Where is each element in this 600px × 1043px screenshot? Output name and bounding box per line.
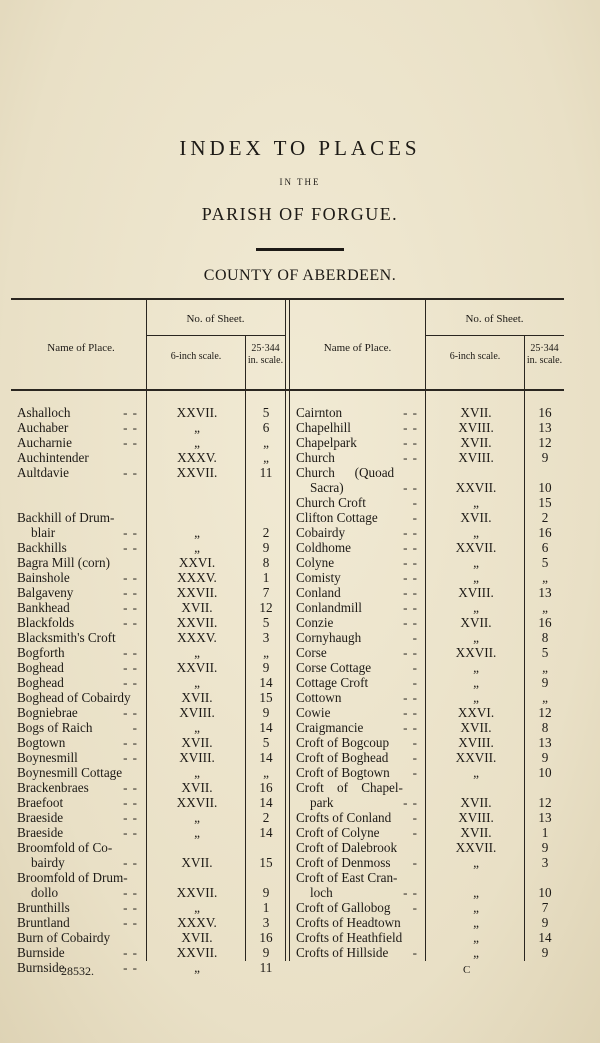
large-scale-sheet: 14 xyxy=(259,750,273,765)
large-scale-sheet: 9 xyxy=(262,540,270,555)
place-name: Cottown xyxy=(296,690,342,705)
leader-dashes: - - xyxy=(403,705,418,720)
six-inch-sheet: „ xyxy=(473,915,479,930)
six-inch-sheet: XXVI. xyxy=(457,705,495,720)
leader-dashes: - - xyxy=(123,855,138,870)
six-inch-sheet: „ xyxy=(194,525,200,540)
large-scale-sheet: 13 xyxy=(538,420,552,435)
place-name: Blackfolds xyxy=(17,615,75,630)
place-name: Corse Cottage xyxy=(296,660,372,675)
place-name: Bogtown xyxy=(17,735,66,750)
large-scale-sheet: 9 xyxy=(262,705,270,720)
six-inch-sheet: XVII. xyxy=(181,855,213,870)
large-scale-sheet: 12 xyxy=(259,600,273,615)
place-name: Burnside xyxy=(17,960,65,975)
place-name: Chapelhill xyxy=(296,420,351,435)
place-name: Boynesmill xyxy=(17,750,78,765)
six-inch-sheet: XXVII. xyxy=(176,795,218,810)
six-inch-sheet: „ xyxy=(473,930,479,945)
large-scale-sheet: 14 xyxy=(259,720,273,735)
place-name: Burnside xyxy=(17,945,65,960)
leader-dashes: - - xyxy=(123,675,138,690)
large-scale-sheet: 8 xyxy=(541,720,549,735)
large-scale-sheet: 14 xyxy=(259,795,273,810)
col-divider xyxy=(245,335,246,961)
large-scale-sheet: 2 xyxy=(262,810,270,825)
place-name: Auchaber xyxy=(17,420,69,435)
large-scale-sheet: 2 xyxy=(262,525,270,540)
leader-dashes: - - xyxy=(123,960,138,975)
place-name: Boghead xyxy=(17,675,64,690)
place-name: Brunthills xyxy=(17,900,70,915)
leader-dashes: - - xyxy=(123,885,138,900)
leader-dashes: - - xyxy=(123,615,138,630)
leader-dashes: - - xyxy=(123,405,138,420)
six-inch-sheet: „ xyxy=(194,810,200,825)
six-inch-sheet: XXVII. xyxy=(455,645,497,660)
six-inch-sheet: XVII. xyxy=(181,930,213,945)
place-name: Balgaveny xyxy=(17,585,74,600)
place-name: Crofts of Heathfield xyxy=(296,930,403,945)
parish-heading: PARISH OF FORGUE. xyxy=(201,204,399,224)
leader-dashes: - xyxy=(412,825,418,840)
table-top-rule xyxy=(11,298,564,300)
six-inch-sheet: „ xyxy=(194,720,200,735)
place-name: Church xyxy=(296,450,335,465)
leader-dashes: - - xyxy=(123,780,138,795)
six-inch-sheet: „ xyxy=(473,855,479,870)
place-name: Blacksmith's Croft xyxy=(17,630,116,645)
place-name: Bainshole xyxy=(17,570,70,585)
large-scale-sheet: „ xyxy=(542,570,548,585)
large-scale-sheet: „ xyxy=(542,690,548,705)
leader-dashes: - - xyxy=(403,405,418,420)
six-inch-sheet: XVII. xyxy=(181,600,213,615)
leader-dashes: - xyxy=(412,495,418,510)
page-title: INDEX TO PLACES xyxy=(179,136,421,160)
large-scale-sheet: 9 xyxy=(541,675,549,690)
six-inch-sheet: „ xyxy=(194,960,200,975)
place-name: Braeside xyxy=(17,810,64,825)
leader-dashes: - xyxy=(412,900,418,915)
large-scale-sheet: 9 xyxy=(541,915,549,930)
place-name: Broomfold of Co- xyxy=(17,840,113,855)
place-name: Cairnton xyxy=(296,405,343,420)
six-inch-sheet: XXVII. xyxy=(176,405,218,420)
leader-dashes: - - xyxy=(403,645,418,660)
title-rule xyxy=(256,248,344,251)
large-scale-sheet: „ xyxy=(542,660,548,675)
six-inch-sheet: XVII. xyxy=(181,780,213,795)
place-name: Conzie xyxy=(296,615,334,630)
place-name: Cowie xyxy=(296,705,331,720)
leader-dashes: - xyxy=(412,510,418,525)
sheet-subheader-rule-right xyxy=(425,335,564,336)
leader-dashes: - xyxy=(412,630,418,645)
leader-dashes: - - xyxy=(123,435,138,450)
leader-dashes: - - xyxy=(123,465,138,480)
six-inch-sheet: XXVII. xyxy=(176,615,218,630)
six-inch-sheet: XXXV. xyxy=(177,630,217,645)
col-divider xyxy=(524,335,525,961)
leader-dashes: - - xyxy=(403,720,418,735)
large-scale-sheet: 10 xyxy=(538,765,552,780)
six-inch-sheet: XXXV. xyxy=(177,570,217,585)
large-scale-sheet: 16 xyxy=(538,615,552,630)
place-name: Colyne xyxy=(296,555,335,570)
six-inch-sheet: „ xyxy=(194,420,200,435)
large-scale-sheet: 11 xyxy=(259,960,273,975)
six-inch-sheet: XVII. xyxy=(460,825,492,840)
leader-dashes: - - xyxy=(403,690,418,705)
large-scale-sheet: 12 xyxy=(538,435,552,450)
large-scale-sheet: 16 xyxy=(259,780,273,795)
place-name: Croft of Bogcoup xyxy=(296,735,390,750)
place-name: Bankhead xyxy=(17,600,70,615)
place-name: Comisty xyxy=(296,570,341,585)
large-scale-sheet: 9 xyxy=(541,840,549,855)
large-scale-sheet: 3 xyxy=(262,630,270,645)
leader-dashes: - - xyxy=(123,660,138,675)
place-name: Auchintender xyxy=(17,450,89,465)
large-scale-sheet: 13 xyxy=(538,810,552,825)
large-scale-sheet: 3 xyxy=(541,855,549,870)
leader-dashes: - - xyxy=(123,645,138,660)
place-name: Bogs of Raich xyxy=(17,720,93,735)
leader-dashes: - - xyxy=(123,750,138,765)
place-name: Aucharnie xyxy=(17,435,72,450)
large-scale-sheet: 10 xyxy=(538,480,552,495)
six-inch-sheet: XVII. xyxy=(181,735,213,750)
large-scale-sheet: 14 xyxy=(259,675,273,690)
large-scale-sheet: 9 xyxy=(541,450,549,465)
place-name: Crofts of Conland xyxy=(296,810,392,825)
place-name: Sacra) xyxy=(310,480,344,495)
leader-dashes: - - xyxy=(403,615,418,630)
place-name: Croft of Dalebrook xyxy=(296,840,398,855)
place-name: Croft of Gallobog xyxy=(296,900,391,915)
large-scale-sheet: 15 xyxy=(259,855,273,870)
large-scale-sheet: 12 xyxy=(538,795,552,810)
leader-dashes: - - xyxy=(403,570,418,585)
large-scale-sheet: 5 xyxy=(262,405,270,420)
large-scale-sheet: 2 xyxy=(541,510,549,525)
place-name: Coldhome xyxy=(296,540,351,555)
leader-dashes: - - xyxy=(403,420,418,435)
six-inch-sheet: „ xyxy=(194,900,200,915)
large-scale-sheet: 9 xyxy=(262,660,270,675)
header-six-inch-right: 6-inch scale. xyxy=(449,351,501,362)
six-inch-sheet: „ xyxy=(194,765,200,780)
large-scale-sheet: 8 xyxy=(541,630,549,645)
header-sheet-left: No. of Sheet. xyxy=(186,313,245,325)
place-name: Aultdavie xyxy=(17,465,70,480)
six-inch-sheet: „ xyxy=(473,690,479,705)
six-inch-sheet: „ xyxy=(473,495,479,510)
place-name: Chapelpark xyxy=(296,435,357,450)
six-inch-sheet: „ xyxy=(194,645,200,660)
leader-dashes: - - xyxy=(123,570,138,585)
six-inch-sheet: XXVII. xyxy=(176,945,218,960)
six-inch-sheet: XXXV. xyxy=(177,915,217,930)
place-name: Boynesmill Cottage xyxy=(17,765,123,780)
col-divider xyxy=(146,299,147,961)
table-header-rule xyxy=(11,389,564,391)
leader-dashes: - - xyxy=(123,810,138,825)
leader-dashes: - - xyxy=(123,525,138,540)
large-scale-sheet: 5 xyxy=(262,735,270,750)
county-heading: COUNTY OF ABERDEEN. xyxy=(203,267,397,284)
large-scale-sheet: 7 xyxy=(262,585,270,600)
leader-dashes: - - xyxy=(403,540,418,555)
large-scale-sheet: 3 xyxy=(262,915,270,930)
leader-dashes: - xyxy=(412,660,418,675)
six-inch-sheet: „ xyxy=(473,570,479,585)
six-inch-sheet: „ xyxy=(473,765,479,780)
six-inch-sheet: „ xyxy=(473,555,479,570)
place-name: Clifton Cottage xyxy=(296,510,378,525)
six-inch-sheet: „ xyxy=(194,825,200,840)
six-inch-sheet: XXVII. xyxy=(455,480,497,495)
six-inch-sheet: „ xyxy=(473,900,479,915)
place-name: Burn of Cobairdy xyxy=(17,930,111,945)
place-name: Backhills xyxy=(17,540,67,555)
six-inch-sheet: „ xyxy=(194,435,200,450)
six-inch-sheet: XXVII. xyxy=(176,585,218,600)
place-name: Corse xyxy=(296,645,327,660)
place-name: Boghead xyxy=(17,660,64,675)
six-inch-sheet: XXXV. xyxy=(177,450,217,465)
six-inch-sheet: XXVII. xyxy=(455,750,497,765)
place-name: Croft of East Cran- xyxy=(296,870,398,885)
leader-dashes: - - xyxy=(403,450,418,465)
place-name: Broomfold of Drum- xyxy=(17,870,128,885)
leader-dashes: - - xyxy=(123,705,138,720)
place-name: Church Croft xyxy=(296,495,366,510)
leader-dashes: - - xyxy=(123,825,138,840)
large-scale-sheet: 10 xyxy=(538,885,552,900)
six-inch-sheet: XVII. xyxy=(460,720,492,735)
six-inch-sheet: „ xyxy=(473,630,479,645)
leader-dashes: - - xyxy=(123,900,138,915)
six-inch-sheet: XVII. xyxy=(460,405,492,420)
leader-dashes: - - xyxy=(403,795,418,810)
six-inch-sheet: XVII. xyxy=(460,510,492,525)
large-scale-sheet: 1 xyxy=(262,900,270,915)
place-name: bairdy xyxy=(31,855,65,870)
place-name: Croft of Bogtown xyxy=(296,765,390,780)
footer-sheet-mark: C xyxy=(463,964,471,976)
leader-dashes: - - xyxy=(403,585,418,600)
large-scale-sheet: 6 xyxy=(262,420,270,435)
leader-dashes: - xyxy=(412,735,418,750)
large-scale-sheet: „ xyxy=(542,600,548,615)
place-name: Boghead of Cobairdy xyxy=(17,690,131,705)
six-inch-sheet: „ xyxy=(473,660,479,675)
large-scale-sheet: 5 xyxy=(541,645,549,660)
footer-signature-number: 28532. xyxy=(61,964,94,978)
leader-dashes: - - xyxy=(123,795,138,810)
leader-dashes: - - xyxy=(403,480,418,495)
col-divider xyxy=(425,299,426,961)
place-name: Bagra Mill (corn) xyxy=(17,555,111,570)
leader-dashes: - - xyxy=(403,435,418,450)
large-scale-sheet: 5 xyxy=(541,555,549,570)
large-scale-sheet: 9 xyxy=(541,750,549,765)
large-scale-sheet: 16 xyxy=(259,930,273,945)
place-name: Braeside xyxy=(17,825,64,840)
leader-dashes: - - xyxy=(403,600,418,615)
large-scale-sheet: 9 xyxy=(541,945,549,960)
leader-dashes: - - xyxy=(123,585,138,600)
six-inch-sheet: XVIII. xyxy=(458,450,494,465)
six-inch-sheet: „ xyxy=(194,675,200,690)
leader-dashes: - - xyxy=(123,540,138,555)
large-scale-sheet: 13 xyxy=(538,735,552,750)
large-scale-sheet: 15 xyxy=(538,495,552,510)
place-name: Ashalloch xyxy=(17,405,71,420)
large-scale-sheet: 12 xyxy=(538,705,552,720)
six-inch-sheet: „ xyxy=(194,540,200,555)
leader-dashes: - - xyxy=(123,420,138,435)
six-inch-sheet: XVIII. xyxy=(458,420,494,435)
col-divider xyxy=(285,299,286,961)
header-large-scale-left: 25·344 in. scale. xyxy=(247,343,284,366)
place-name: Crofts of Hillside xyxy=(296,945,389,960)
large-scale-sheet: 1 xyxy=(262,570,270,585)
large-scale-sheet: 13 xyxy=(538,585,552,600)
place-name: dollo xyxy=(31,885,59,900)
large-scale-sheet: 14 xyxy=(259,825,273,840)
leader-dashes: - xyxy=(412,765,418,780)
large-scale-sheet: „ xyxy=(263,435,269,450)
six-inch-sheet: „ xyxy=(473,600,479,615)
large-scale-sheet: 9 xyxy=(262,945,270,960)
col-divider xyxy=(289,299,290,961)
place-name: Croft of Colyne xyxy=(296,825,380,840)
large-scale-sheet: 9 xyxy=(262,885,270,900)
six-inch-sheet: XXVII. xyxy=(176,885,218,900)
large-scale-sheet: 16 xyxy=(538,525,552,540)
six-inch-sheet: XVII. xyxy=(460,435,492,450)
leader-dashes: - - xyxy=(403,885,418,900)
place-name: park xyxy=(310,795,334,810)
six-inch-sheet: XVII. xyxy=(460,615,492,630)
leader-dashes: - - xyxy=(403,555,418,570)
six-inch-sheet: XVII. xyxy=(460,795,492,810)
large-scale-sheet: 1 xyxy=(541,825,549,840)
six-inch-sheet: „ xyxy=(473,525,479,540)
six-inch-sheet: XXVII. xyxy=(176,660,218,675)
leader-dashes: - - xyxy=(123,600,138,615)
header-name-left: Name of Place. xyxy=(47,342,115,354)
place-name: Brackenbraes xyxy=(17,780,89,795)
leader-dashes: - xyxy=(412,855,418,870)
place-name: Braefoot xyxy=(17,795,64,810)
header-large-scale-right: 25·344 in. scale. xyxy=(526,343,563,366)
place-name: Croft of Denmoss xyxy=(296,855,391,870)
six-inch-sheet: XXVI. xyxy=(178,555,216,570)
six-inch-sheet: „ xyxy=(473,675,479,690)
header-name-right: Name of Place. xyxy=(323,342,392,354)
large-scale-sheet: 8 xyxy=(262,555,270,570)
six-inch-sheet: XVIII. xyxy=(179,705,215,720)
place-name: Croft of Chapel- xyxy=(296,780,403,795)
place-name: loch xyxy=(310,885,333,900)
place-name: Cottage Croft xyxy=(296,675,369,690)
six-inch-sheet: XVII. xyxy=(181,690,213,705)
large-scale-sheet: 6 xyxy=(541,540,549,555)
place-name: Bruntland xyxy=(17,915,70,930)
six-inch-sheet: XXVII. xyxy=(176,465,218,480)
large-scale-sheet: 11 xyxy=(259,465,273,480)
leader-dashes: - xyxy=(412,945,418,960)
place-name: Conland xyxy=(296,585,341,600)
place-name: Cobairdy xyxy=(296,525,346,540)
six-inch-sheet: XVIII. xyxy=(179,750,215,765)
leader-dashes: - xyxy=(132,720,138,735)
leader-dashes: - xyxy=(412,750,418,765)
header-six-inch-left: 6-inch scale. xyxy=(170,351,222,362)
place-name: blair xyxy=(31,525,56,540)
place-name: Bogniebrae xyxy=(17,705,78,720)
large-scale-sheet: „ xyxy=(263,450,269,465)
sheet-subheader-rule-left xyxy=(146,335,285,336)
six-inch-sheet: XXVII. xyxy=(455,540,497,555)
six-inch-sheet: XVIII. xyxy=(458,735,494,750)
leader-dashes: - xyxy=(412,810,418,825)
large-scale-sheet: 5 xyxy=(262,615,270,630)
place-name: Cornyhaugh xyxy=(296,630,362,645)
six-inch-sheet: XVIII. xyxy=(458,585,494,600)
header-sheet-right: No. of Sheet. xyxy=(465,313,524,325)
leader-dashes: - - xyxy=(403,525,418,540)
large-scale-sheet: „ xyxy=(263,765,269,780)
large-scale-sheet: 15 xyxy=(259,690,273,705)
subtitle-in-the: IN THE xyxy=(279,177,321,187)
leader-dashes: - - xyxy=(123,735,138,750)
place-name: Backhill of Drum- xyxy=(17,510,115,525)
large-scale-sheet: 16 xyxy=(538,405,552,420)
large-scale-sheet: 14 xyxy=(538,930,552,945)
six-inch-sheet: „ xyxy=(473,885,479,900)
place-name: Church (Quoad xyxy=(296,465,395,480)
six-inch-sheet: „ xyxy=(473,945,479,960)
leader-dashes: - xyxy=(412,675,418,690)
leader-dashes: - - xyxy=(123,945,138,960)
large-scale-sheet: „ xyxy=(263,645,269,660)
place-name: Croft of Boghead xyxy=(296,750,389,765)
place-name: Bogforth xyxy=(17,645,65,660)
large-scale-sheet: 7 xyxy=(541,900,549,915)
place-name: Craigmancie xyxy=(296,720,364,735)
leader-dashes: - - xyxy=(123,915,138,930)
place-name: Crofts of Headtown xyxy=(296,915,401,930)
six-inch-sheet: XXVII. xyxy=(455,840,497,855)
place-name: Conlandmill xyxy=(296,600,362,615)
six-inch-sheet: XVIII. xyxy=(458,810,494,825)
